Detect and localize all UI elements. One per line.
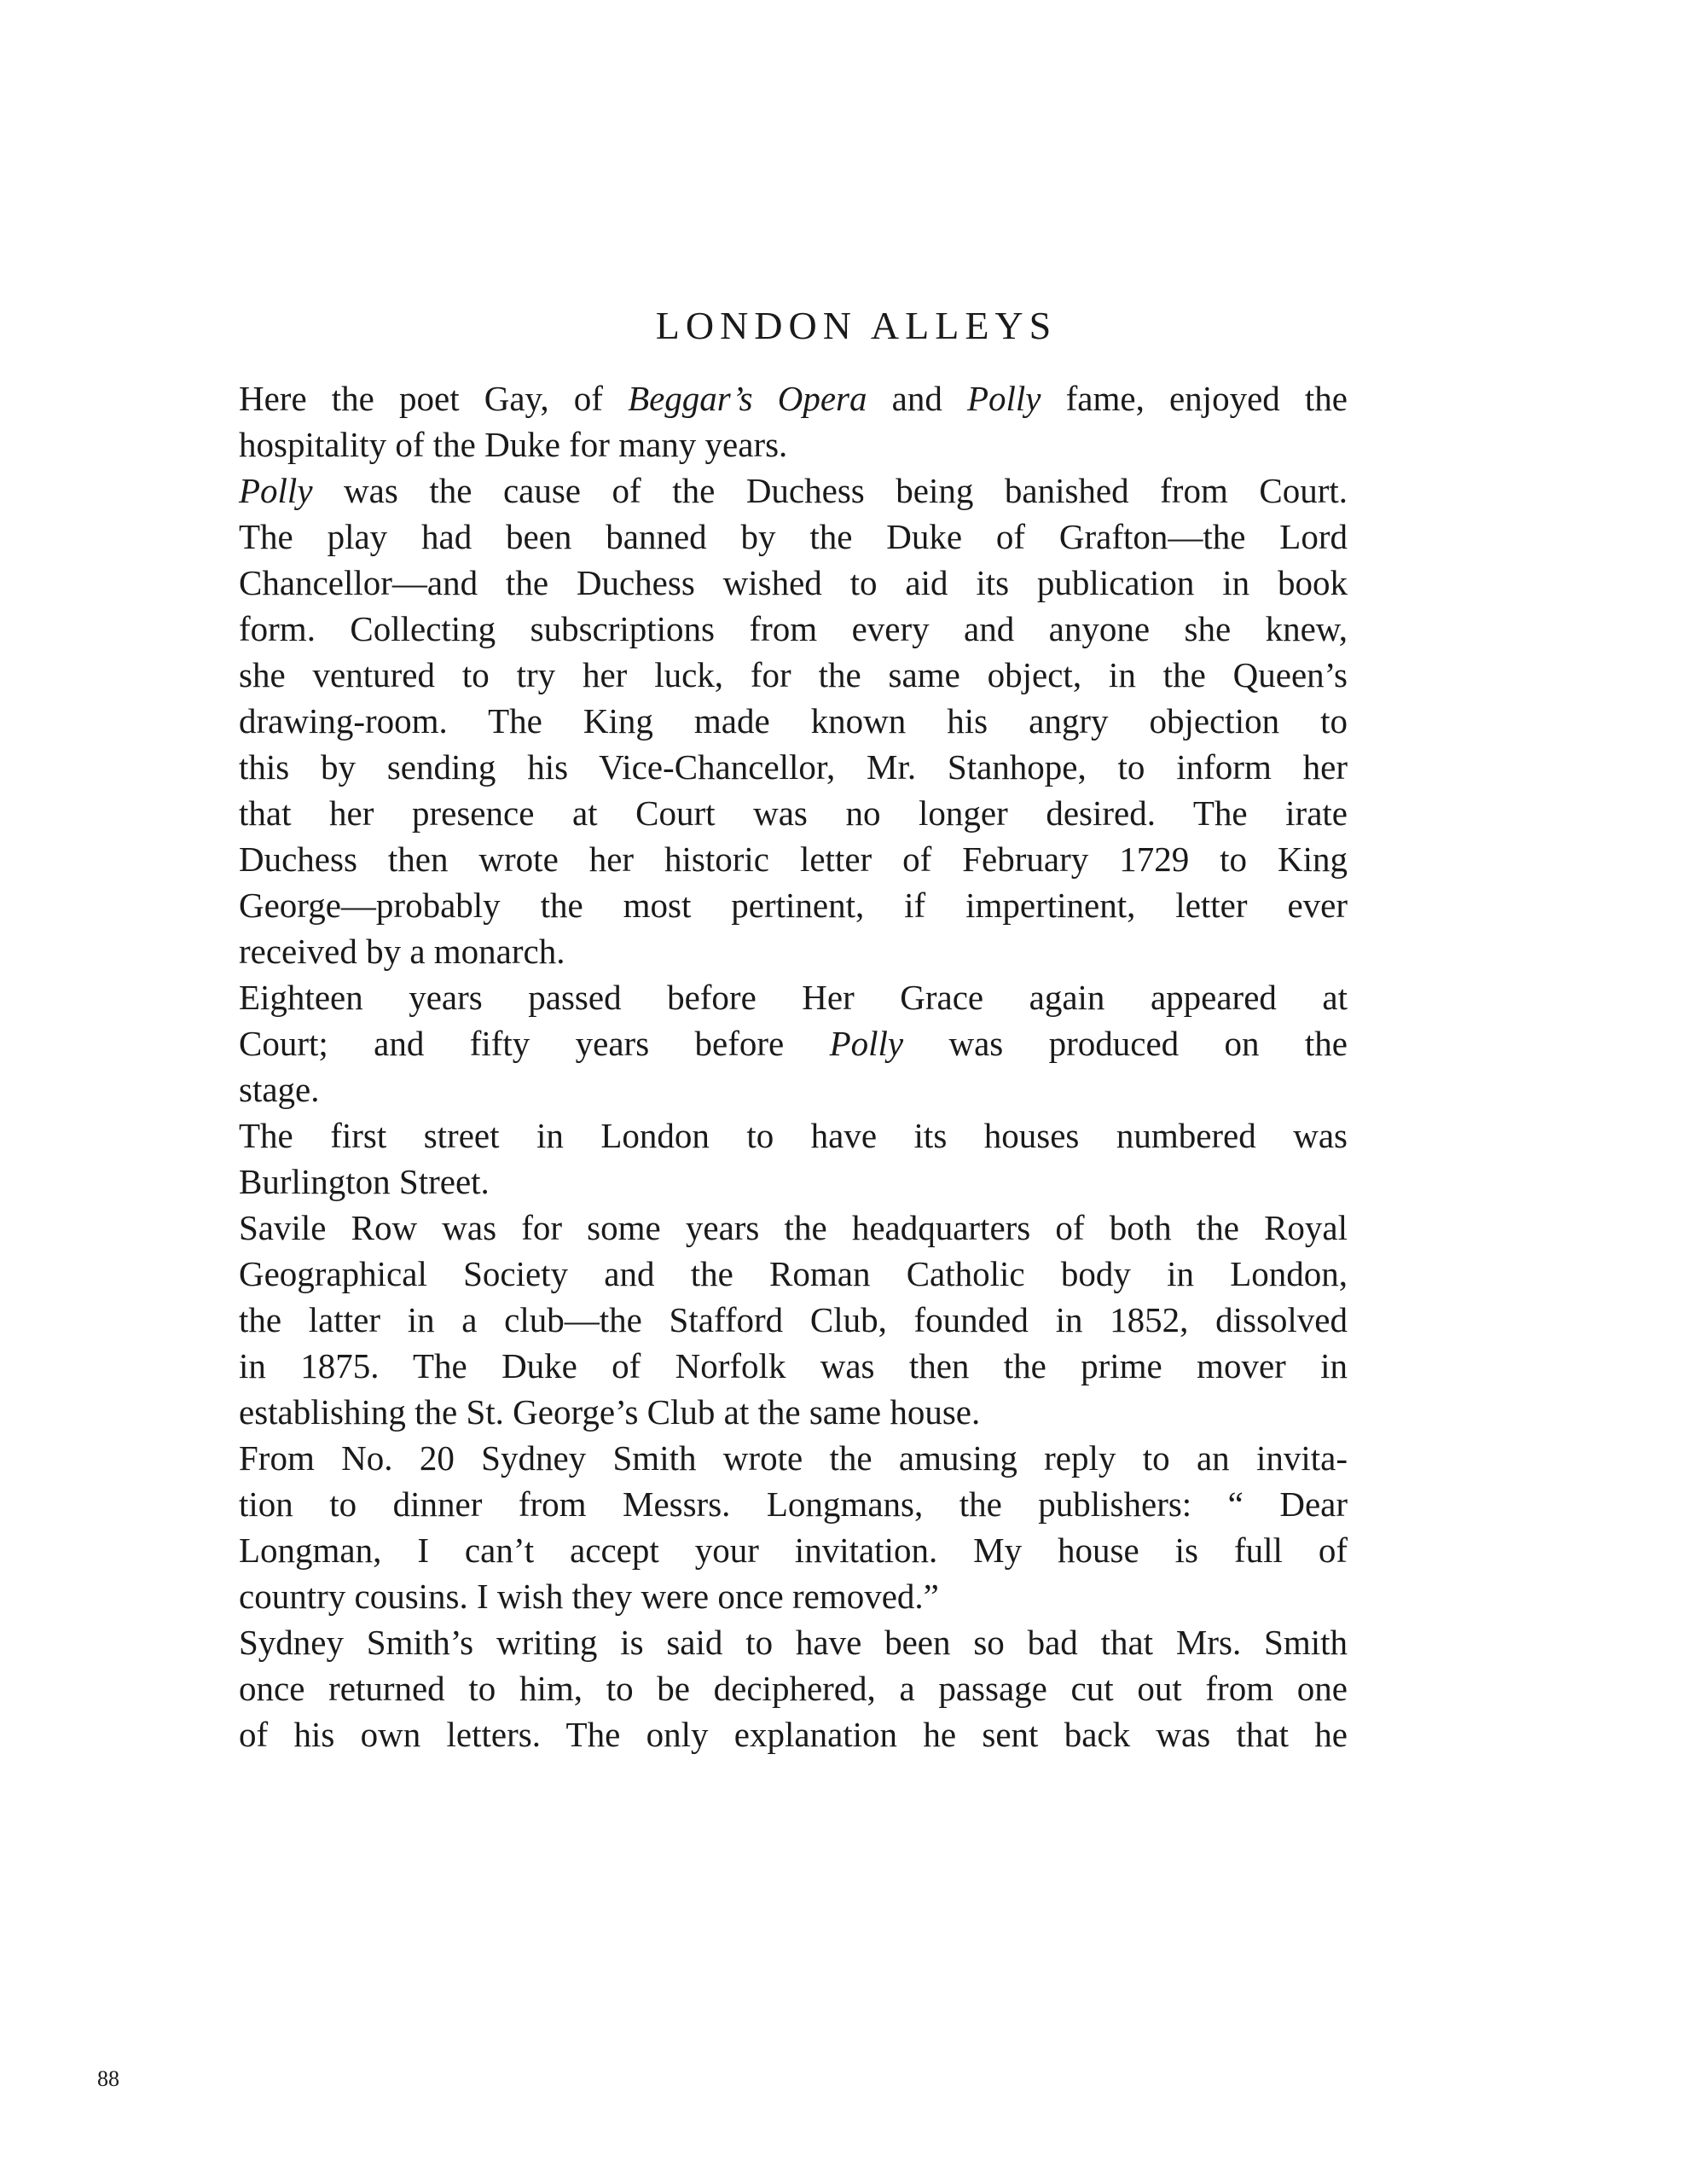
text-line: once returned to him, to be deciphered, a passage cut out from one — [239, 1669, 1348, 1708]
text-line: she ventured to try her luck, for the same object, in the Queen’s — [239, 655, 1348, 694]
text-line: Court; and fifty years before Polly was produced on the — [239, 1024, 1348, 1063]
text-line: Sydney Smith’s writing is said to have been so bad that Mrs. Smith — [239, 1623, 1348, 1662]
text-line: drawing-room. The King made known his angry objection to — [239, 701, 1348, 741]
text-line: tion to dinner from Messrs. Longmans, the publishers: “ Dear — [239, 1484, 1348, 1524]
body-text — [239, 375, 1348, 1757]
text-line: The first street in London to have its houses numbered was — [239, 1116, 1348, 1155]
text-line: Polly was the cause of the Duchess being banished from Court. — [239, 471, 1348, 510]
text-line: Chancellor—and the Duchess wished to aid its publication in book — [239, 563, 1348, 602]
text-line: Eighteen years passed before Her Grace again appeared at — [239, 978, 1348, 1017]
text-line: stage. — [239, 1070, 320, 1109]
text-line: Savile Row was for some years the headquarters of both the Royal — [239, 1208, 1348, 1247]
text-line: Duchess then wrote her historic letter of February 1729 to King — [239, 839, 1348, 879]
text-line: From No. 20 Sydney Smith wrote the amusing reply to an invita- — [239, 1438, 1348, 1478]
page-number: 88 — [97, 2066, 119, 2091]
text-line: in 1875. The Duke of Norfolk was then the prime mover in — [239, 1346, 1348, 1385]
text-line: that her presence at Court was no longer desired. The irate — [239, 793, 1348, 833]
text-line: of his own letters. The only explanation he sent back was that he — [239, 1715, 1348, 1754]
text-line: Longman, I can’t accept your invitation. My house is full of — [239, 1531, 1348, 1570]
text-line: received by a monarch. — [239, 932, 565, 971]
text-line: this by sending his Vice-Chancellor, Mr. Stanhope, to inform her — [239, 747, 1348, 787]
text-line: Geographical Society and the Roman Catholic body in London, — [239, 1254, 1348, 1293]
text-line: Here the poet Gay, of Beggar’s Opera and Polly fame, enjoyed the — [239, 379, 1348, 418]
text-line: establishing the St. George’s Club at the same house. — [239, 1392, 981, 1432]
text-line: The play had been banned by the Duke of Grafton—the Lord — [239, 517, 1348, 556]
text-line: form. Collecting subscriptions from every and anyone she knew, — [239, 609, 1348, 648]
text-line: country cousins. I wish they were once removed.” — [239, 1577, 939, 1616]
text-line: hospitality of the Duke for many years. — [239, 425, 788, 464]
text-line: the latter in a club—the Stafford Club, founded in 1852, dissolved — [239, 1300, 1348, 1339]
running-head: LONDON ALLEYS — [655, 304, 1058, 347]
text-line: George—probably the most pertinent, if impertinent, letter ever — [239, 886, 1348, 925]
text-line: Burlington Street. — [239, 1162, 490, 1201]
